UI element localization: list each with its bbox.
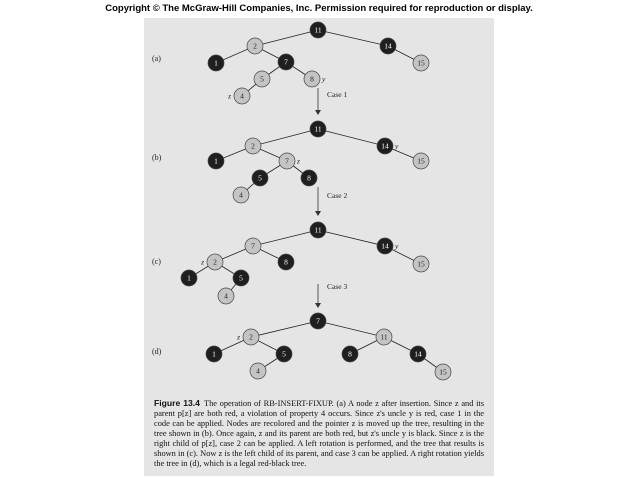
tree-2-node-7-key: 7 bbox=[251, 241, 255, 251]
tree-3-edge-7-11 bbox=[318, 321, 384, 337]
tree-1-node-4-key: 4 bbox=[239, 190, 243, 200]
copyright-notice: Copyright © The McGraw-Hill Companies, Inc. Permission required for reproduction or display. bbox=[105, 3, 533, 14]
transition-2-arrow-head bbox=[315, 303, 321, 308]
tree-2-pointer-y: y bbox=[395, 241, 399, 251]
transition-1-arrow-head bbox=[315, 211, 321, 216]
tree-0-node-7-key: 7 bbox=[284, 57, 288, 67]
tree-3-node-7-key: 7 bbox=[316, 316, 320, 326]
tree-1-pointer-y: y bbox=[395, 141, 399, 151]
tree-2-node-14-key: 14 bbox=[381, 241, 389, 251]
tree-3-node-5-key: 5 bbox=[282, 349, 286, 359]
tree-3-node-15-key: 15 bbox=[439, 367, 447, 377]
transition-0-label: Case 1 bbox=[327, 90, 348, 99]
tree-0-pointer-y: y bbox=[322, 74, 326, 84]
tree-3-node-4-key: 4 bbox=[256, 366, 260, 376]
tree-2-pointer-z: z bbox=[201, 257, 204, 267]
tree-1-edge-11-2 bbox=[253, 129, 318, 146]
tree-3-node-8-key: 8 bbox=[348, 349, 352, 359]
tree-3-node-1-key: 1 bbox=[212, 349, 216, 359]
tree-0-node-8-key: 8 bbox=[310, 74, 314, 84]
tree-2-node-8-key: 8 bbox=[284, 257, 288, 267]
tree-2-node-4-key: 4 bbox=[224, 291, 228, 301]
tree-0-node-14-key: 14 bbox=[384, 41, 392, 51]
tree-0-edge-11-2 bbox=[255, 30, 318, 46]
tree-0-edge-11-14 bbox=[318, 30, 388, 46]
tree-1-node-5-key: 5 bbox=[258, 173, 262, 183]
tree-0-node-1-key: 1 bbox=[214, 58, 218, 68]
tree-2-node-15-key: 15 bbox=[417, 259, 425, 269]
tree-2-label: (c) bbox=[152, 257, 161, 266]
tree-1-pointer-z: z bbox=[297, 156, 300, 166]
tree-2-node-1-key: 1 bbox=[187, 273, 191, 283]
tree-3-label: (d) bbox=[152, 347, 162, 356]
tree-1-node-2-key: 2 bbox=[251, 141, 255, 151]
figure-label: Figure 13.4 bbox=[154, 398, 200, 408]
tree-2-node-5-key: 5 bbox=[239, 273, 243, 283]
tree-0-node-4-key: 4 bbox=[240, 91, 244, 101]
tree-1-node-7-key: 7 bbox=[285, 156, 289, 166]
tree-0-node-15-key: 15 bbox=[417, 58, 425, 68]
tree-2-node-11-key: 11 bbox=[314, 225, 322, 235]
caption-text: The operation of RB-INSERT-FIXUP. (a) A node z after insertion. Since z and its parent p[z] are both red, a violation of property 4 occurs. Since z's uncle y is red, case 1 in the code can be applied. Nodes are recolored and the pointer z is moved up the tree, resulting in the tree shown in (b). Once again, z and its parent are both red, but z's uncle y is black. Since z is the right child of p[z], case 2 can be applied. A left rotation is performed, and the tree that results is shown in (c). Now z is the left child of its parent, and case 3 can be applied. A right rotation yields the tree in (d), which is a legal red-black tree. bbox=[154, 399, 485, 468]
tree-3-node-2-key: 2 bbox=[249, 332, 253, 342]
tree-0-pointer-z: z bbox=[228, 91, 231, 101]
tree-3-pointer-z: z bbox=[237, 332, 240, 342]
transition-2-label: Case 3 bbox=[327, 282, 348, 291]
tree-2-edge-11-7 bbox=[253, 230, 318, 246]
tree-2-edge-11-14 bbox=[318, 230, 385, 246]
tree-0-node-5-key: 5 bbox=[260, 74, 264, 84]
tree-1-label: (b) bbox=[152, 153, 162, 162]
transition-0-arrow-head bbox=[315, 110, 321, 115]
tree-0-node-2-key: 2 bbox=[253, 41, 257, 51]
tree-2-node-2-key: 2 bbox=[213, 257, 217, 267]
tree-1-node-14-key: 14 bbox=[381, 141, 389, 151]
tree-3-node-14-key: 14 bbox=[414, 349, 422, 359]
transition-1-label: Case 2 bbox=[327, 191, 348, 200]
tree-1-node-1-key: 1 bbox=[214, 156, 218, 166]
tree-1-node-8-key: 8 bbox=[307, 173, 311, 183]
tree-0-node-11-key: 11 bbox=[314, 25, 322, 35]
tree-1-edge-11-14 bbox=[318, 129, 385, 146]
tree-3-node-11-key: 11 bbox=[380, 332, 388, 342]
tree-1-node-11-key: 11 bbox=[314, 124, 322, 134]
tree-0-label: (a) bbox=[152, 54, 161, 63]
tree-3-edge-7-2 bbox=[251, 321, 318, 337]
figure-caption bbox=[154, 398, 484, 469]
tree-1-node-15-key: 15 bbox=[417, 156, 425, 166]
